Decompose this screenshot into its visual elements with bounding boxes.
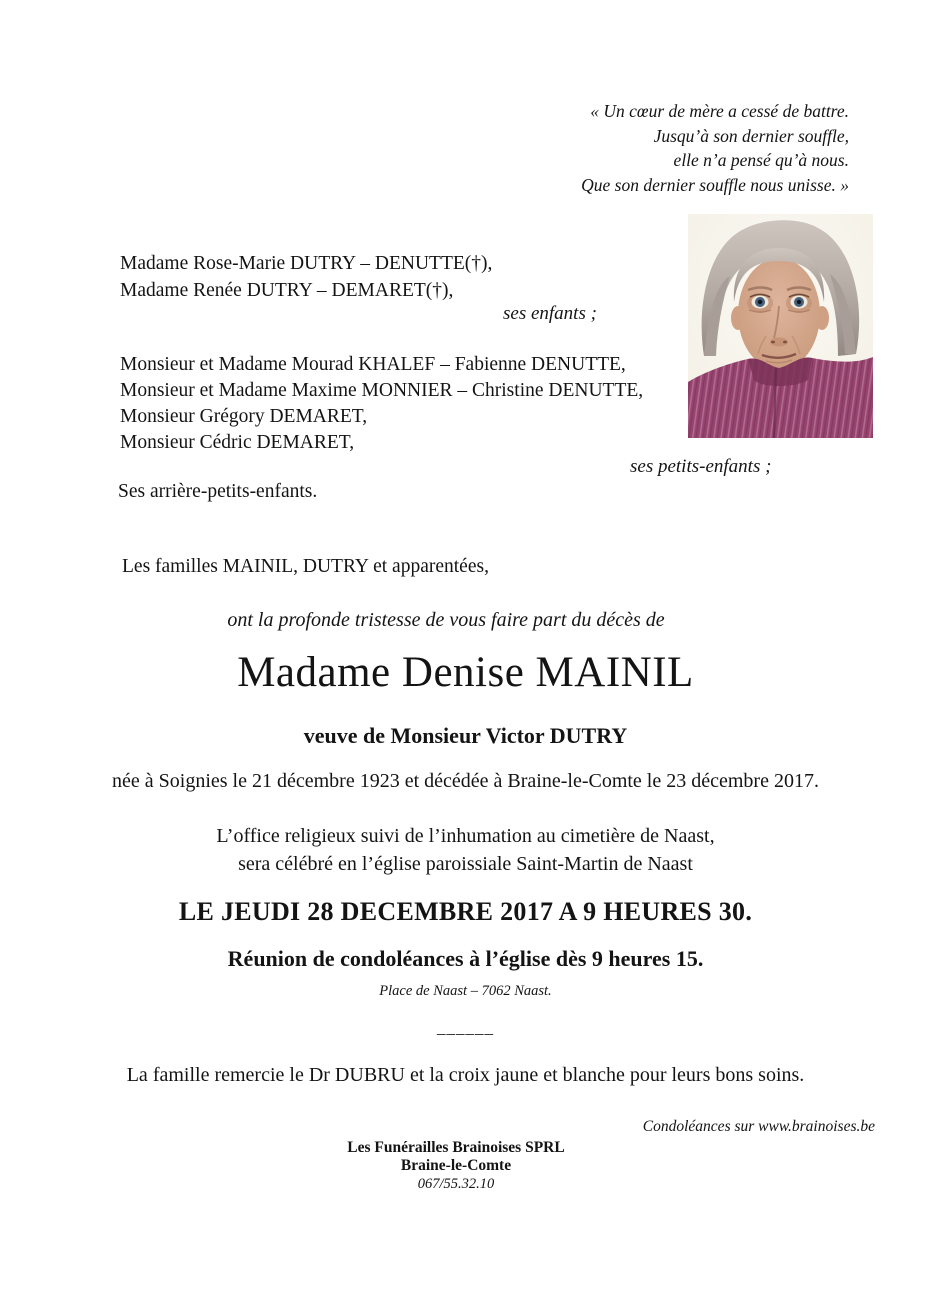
families-line: Les familles MAINIL, DUTRY et apparentées, <box>122 556 489 577</box>
life-dates-line: née à Soignies le 21 décembre 1923 et décédée à Braine-le-Comte le 23 décembre 2017. <box>112 770 819 792</box>
funeral-home-name: Les Funérailles Brainoises SPRL <box>347 1139 565 1156</box>
deceased-name-title: Madame Denise MAINIL <box>237 649 694 696</box>
children-names <box>120 250 492 304</box>
grandchild-name: Monsieur Grégory DEMARET, <box>120 406 368 427</box>
great-grandchildren-line: Ses arrière-petits-enfants. <box>118 481 318 502</box>
portrait-photo-drawing <box>688 214 873 438</box>
funeral-home-footer <box>0 1139 912 1193</box>
grandchild-name: Monsieur et Madame Mourad KHALEF – Fabienne DENUTTE, <box>120 354 626 375</box>
divider-line: ______ <box>437 1018 494 1037</box>
funeral-home-city: Braine-le-Comte <box>400 1157 512 1174</box>
thanks-line: La famille remercie le Dr DUBRU et la croix jaune et blanche pour leurs bons soins. <box>126 1064 805 1086</box>
memorial-quote <box>581 99 849 197</box>
announcement-intro: ont la profonde tristesse de vous faire part du décès de <box>227 609 665 631</box>
portrait-photo <box>688 214 873 438</box>
ceremony-date-line: LE JEUDI 28 DECEMBRE 2017 A 9 HEURES 30. <box>178 897 753 926</box>
grandchild-name: Monsieur et Madame Maxime MONNIER – Christine DENUTTE, <box>120 380 644 401</box>
condolence-meeting-line: Réunion de condoléances à l’église dès 9 heures 15. <box>227 946 704 971</box>
ceremony-address: Place de Naast – 7062 Naast. <box>379 983 552 999</box>
grandchildren-names <box>120 352 643 456</box>
ceremony-line: sera célébré en l’église paroissiale Saint-Martin de Naast <box>238 852 693 875</box>
quote-line: elle n’a pensé qu’à nous. <box>673 150 849 170</box>
online-condolences-line: Condoléances sur www.brainoises.be <box>642 1118 875 1135</box>
quote-line: Que son dernier souffle nous unisse. » <box>581 174 849 195</box>
child-name: Madame Rose-Marie DUTRY – DENUTTE(†), <box>120 253 493 274</box>
quote-line: « Un cœur de mère a cessé de battre. <box>590 101 849 121</box>
grandchildren-caption: ses petits-enfants ; <box>630 456 772 477</box>
child-name: Madame Renée DUTRY – DEMARET(†), <box>120 280 454 301</box>
children-caption: ses enfants ; <box>503 303 597 324</box>
grandchild-name: Monsieur Cédric DEMARET, <box>120 432 355 453</box>
ceremony-line: L’office religieux suivi de l’inhumation au cimetière de Naast, <box>216 825 715 847</box>
widow-line: veuve de Monsieur Victor DUTRY <box>303 723 628 748</box>
funeral-home-phone: 067/55.32.10 <box>417 1176 495 1192</box>
quote-line: Jusqu’à son dernier souffle, <box>653 125 849 146</box>
ceremony-description <box>0 823 931 878</box>
